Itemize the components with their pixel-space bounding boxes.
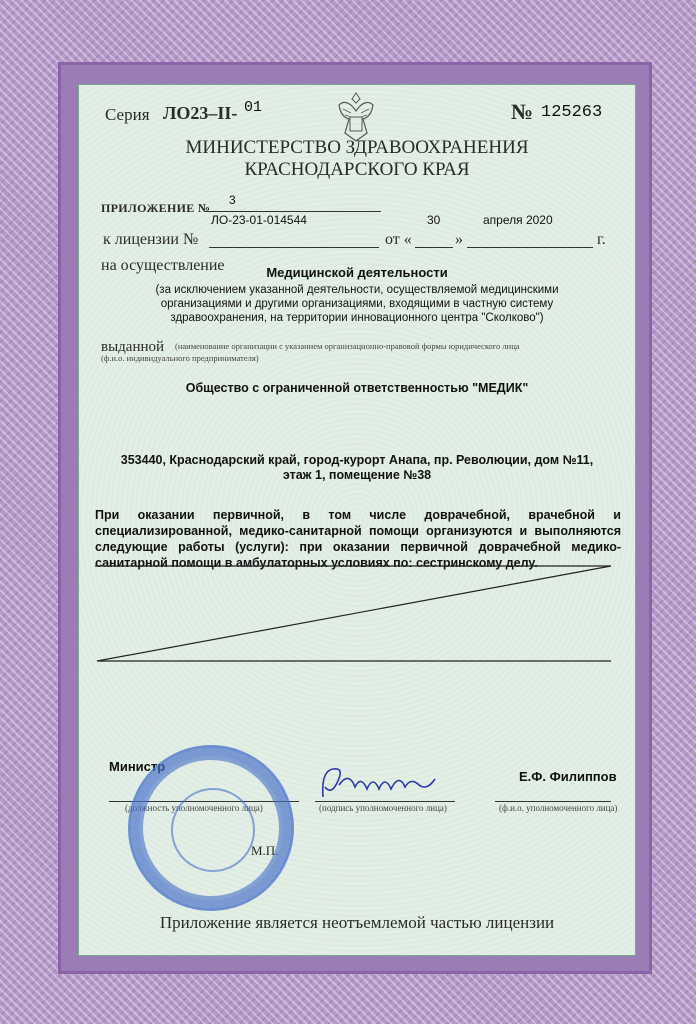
activity-desc-line1: (за исключением указанной деятельности, осуществляемой медицинскими: [155, 284, 559, 296]
activity-desc-line2: организациями и другими организациями, входящими в частную систему: [160, 298, 554, 310]
license-month-year: апреля 2020: [483, 213, 553, 227]
appendix-number: 3: [229, 193, 236, 207]
series-label: Серия: [105, 105, 150, 124]
organization-name: Общество с ограниченной ответственностью "МЕДИК": [185, 381, 529, 395]
signer-position: Министр: [109, 759, 166, 774]
ministry-line1: МИНИСТЕРСТВО ЗДРАВООХРАНЕНИЯ: [185, 137, 529, 158]
seal-emblem-icon: [171, 788, 255, 872]
issued-label: выданной: [101, 339, 165, 355]
issued-hint2: (ф.и.о. индивидуального предпринимателя): [101, 353, 259, 363]
official-seal: [128, 745, 294, 911]
address: [79, 453, 635, 483]
seal-place-label: М.П.: [251, 843, 279, 858]
appendix-label: ПРИЛОЖЕНИЕ №: [101, 201, 211, 215]
series-value: ЛО23–II-: [163, 103, 238, 123]
services-line3: следующие работы (услуги): при оказании первичной доврачебной медико-: [95, 540, 621, 554]
number-label: №: [511, 99, 534, 124]
name-hint: (ф.и.о. уполномоченного лица): [499, 803, 618, 813]
position-hint: (должность уполномоченного лица): [125, 803, 263, 813]
license-number: ЛО-23-01-014544: [211, 213, 307, 227]
activity-desc-line3: здравоохранения, на территории инновационного центра "Сколково"): [170, 312, 544, 324]
license-day: 30: [427, 213, 441, 227]
services-line1: При оказании первичной, в том числе доврачебной, врачебной и: [95, 508, 621, 522]
activity-description: [79, 283, 635, 325]
services-line4: санитарной помощи в амбулаторных условиях по: сестринскому делу.: [95, 556, 538, 570]
day-close: »: [455, 231, 463, 248]
address-line2: этаж 1, помещение №38: [282, 468, 432, 482]
footer-note: Приложение является неотъемлемой частью лицензии: [159, 913, 555, 932]
signature-scribble: [315, 761, 455, 805]
ministry-line2: КРАСНОДАРСКОГО КРАЯ: [244, 159, 470, 180]
year-suffix: г.: [597, 231, 606, 248]
services-line2: специализированной, медико-санитарной помощи организуются и выполняются: [95, 524, 621, 538]
signer-name: Е.Ф. Филиппов: [519, 769, 617, 784]
from-label: от «: [385, 231, 412, 248]
z-line-filler: [79, 555, 635, 667]
issued-hint1: (наименование организации с указанием организационно-правовой формы юридического лица: [175, 341, 520, 351]
number-value: 125263: [541, 103, 603, 122]
address-line1: 353440, Краснодарский край, город-курорт Анапа, пр. Революции, дом №11,: [120, 453, 594, 467]
ministry-title: [79, 137, 635, 181]
series-suffix: 01: [244, 99, 263, 116]
activity-label: на осуществление: [101, 257, 225, 274]
signature-hint: (подпись уполномоченного лица): [319, 803, 447, 813]
activity-title: Медицинской деятельности: [266, 265, 448, 280]
license-label: к лицензии №: [103, 231, 199, 248]
